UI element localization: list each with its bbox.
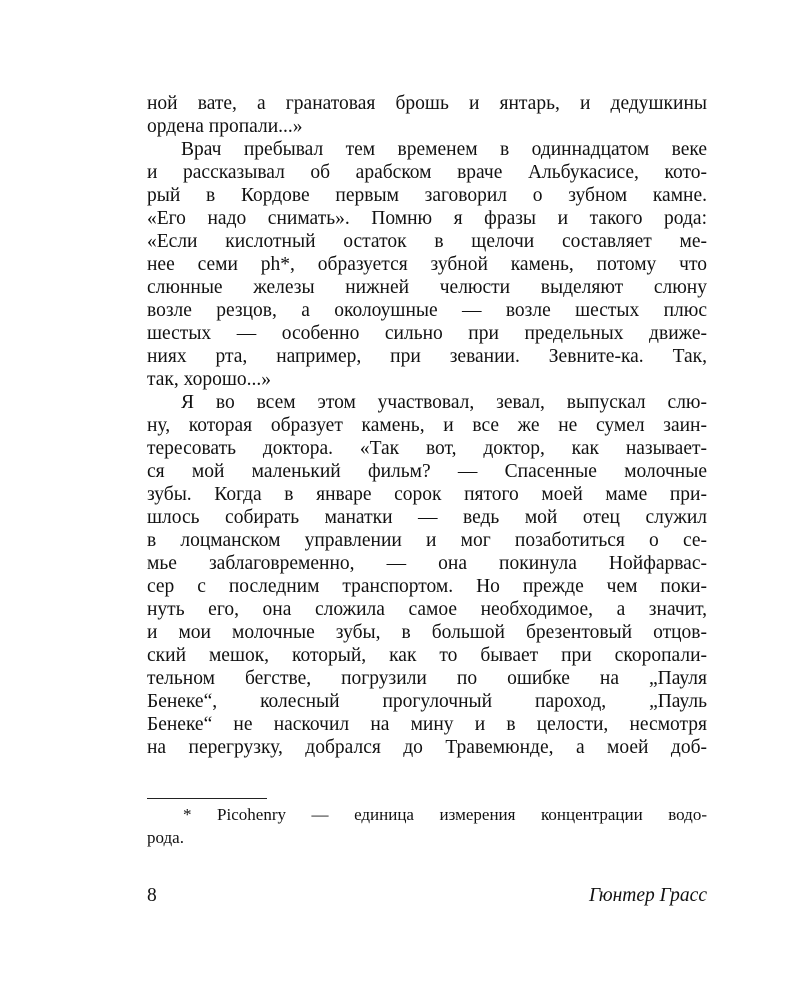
text-line: и мои молочные зубы, в большой брезентовый отцов- bbox=[147, 622, 707, 643]
text-line: нее семи ph*, образуется зубной камень, потому что bbox=[147, 254, 707, 275]
text-line: тересовать доктора. «Так вот, доктор, как называет- bbox=[147, 438, 707, 459]
footnote-line: рода. bbox=[147, 828, 184, 847]
text-line: нуть его, она сложила самое необходимое, а значит, bbox=[147, 599, 707, 620]
page-number: 8 bbox=[147, 885, 157, 906]
text-line: ордена пропали...» bbox=[147, 116, 303, 137]
text-line: Бенеке“ не наскочил на мину и в целости, несмотря bbox=[147, 714, 707, 735]
text-line: тельном бегстве, погрузили по ошибке на „Пауля bbox=[147, 668, 707, 689]
text-line: слюнные железы нижней челюсти выделяют слюну bbox=[147, 277, 707, 298]
text-line: зубы. Когда в январе сорок пятого моей маме при- bbox=[147, 484, 707, 505]
text-line: ся мой маленький фильм? — Спасенные молочные bbox=[147, 461, 707, 482]
text-line: Я во всем этом участвовал, зевал, выпускал слю- bbox=[181, 392, 707, 413]
footnote bbox=[147, 803, 707, 849]
text-line: так, хорошо...» bbox=[147, 369, 272, 390]
text-line: Врач пребывал тем временем в одиннадцатом веке bbox=[181, 139, 707, 160]
running-author: Гюнтер Грасс bbox=[589, 885, 707, 906]
text-line: «Если кислотный остаток в щелочи составляет ме- bbox=[147, 231, 707, 252]
text-line: Бенеке“, колесный прогулочный пароход, „Пауль bbox=[147, 691, 707, 712]
text-line: ский мешок, который, как то бывает при скоропали- bbox=[147, 645, 707, 666]
text-line: шлось собирать манатки — ведь мой отец служил bbox=[147, 507, 707, 528]
text-line: сер с последним транспортом. Но прежде чем поки- bbox=[147, 576, 707, 597]
text-line: шестых — особенно сильно при предельных движе- bbox=[147, 323, 707, 344]
text-line: и рассказывал об арабском враче Альбукасисе, кото- bbox=[147, 162, 707, 183]
main-text bbox=[147, 92, 707, 759]
text-line: возле резцов, а околоушные — возле шестых плюс bbox=[147, 300, 707, 321]
text-line: на перегрузку, добрался до Травемюнде, а моей доб- bbox=[147, 737, 707, 758]
text-line: ну, которая образует камень, и все же не сумел заин- bbox=[147, 415, 707, 436]
text-line: рый в Кордове первым заговорил о зубном камне. bbox=[147, 185, 707, 206]
text-line: мье заблаговременно, — она покинула Нойфарвас- bbox=[147, 553, 707, 574]
text-line: «Его надо снимать». Помню я фразы и такого рода: bbox=[147, 208, 707, 229]
footnote-line: * Picohenry — единица измерения концентрации водо- bbox=[183, 805, 707, 824]
text-line: в лоцманском управлении и мог позаботиться о се- bbox=[147, 530, 707, 551]
text-line: ниях рта, например, при зевании. Зевните-ка. Так, bbox=[147, 346, 707, 367]
footnote-divider bbox=[147, 798, 267, 799]
text-line: ной вате, а гранатовая брошь и янтарь, и дедушкины bbox=[147, 93, 707, 114]
